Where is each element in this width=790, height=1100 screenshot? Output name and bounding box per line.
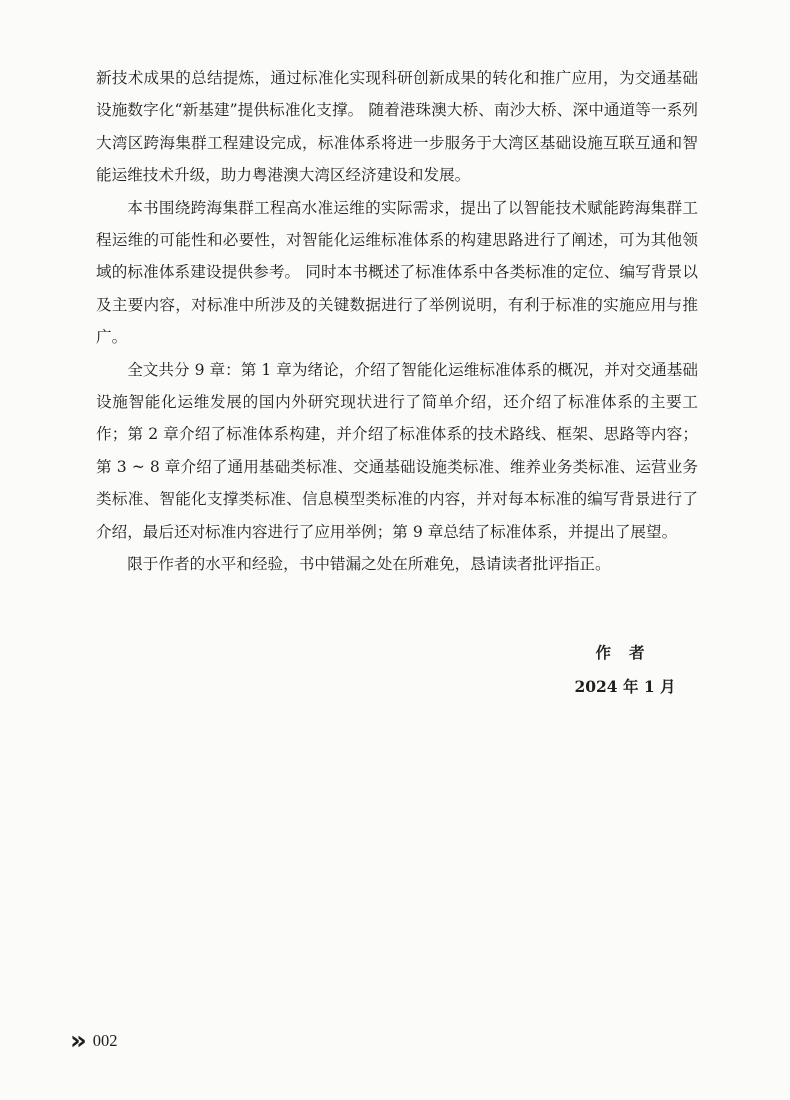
signature-date: 2024 年 1 月 [574, 677, 676, 696]
paragraph-continuation: 新技术成果的总结提炼，通过标准化实现科研创新成果的转化和推广应用，为交通基础设施数字化“新基建”提供标准化支撑。 随着港珠澳大桥、南沙大桥、深中通道等一系列大湾区跨海集群工程建设完成，标准体系将进一步服务于大湾区基础设施互联互通和智能运维技术升级，助力粤港澳大湾区经济建设和发展。 [96, 69, 698, 185]
author-signature: 作者 [595, 643, 663, 662]
page-number: 002 [92, 1031, 118, 1050]
paragraph-book-scope: 本书围绕跨海集群工程高水准运维的实际需求，提出了以智能技术赋能跨海集群工程运维的可能性和必要性，对智能化运维标准体系的构建思路进行了阐述，可为其他领域的标准体系建设提供参考。 同时本书概述了标准体系中各类标准的定位、编写背景以及主要内容，对标准中所涉及的关键数据进行了举例说明，有利于标准的实施应用与推广。 [96, 198, 698, 347]
signature-block [540, 636, 710, 704]
page-footer [70, 1026, 118, 1056]
paragraph-chapter-overview: 全文共分 9 章：第 1 章为绪论，介绍了智能化运维标准体系的概况，并对交通基础设施智能化运维发展的国内外研究现状进行了简单介绍，还介绍了标准体系的主要工作；第 2 章介绍了标准体系构建，并介绍了标准体系的技术路线、框架、思路等内容；第 3 ~ 8 章介绍了通用基础类标准、交通基础设施类标准、维养业务类标准、运营业务类标准、智能化支撑类标准、信息模型类标准的内容，并对每本标准的编写背景进行了介绍，最后还对标准内容进行了应用举例；第 9 章总结了标准体系，并提出了展望。 [96, 360, 698, 541]
paragraph-acknowledgement: 限于作者的水平和经验，书中错漏之处在所难免，恳请读者批评指正。 [127, 555, 611, 574]
double-chevron-right-icon: » [70, 1026, 85, 1056]
preface-body [96, 62, 698, 581]
